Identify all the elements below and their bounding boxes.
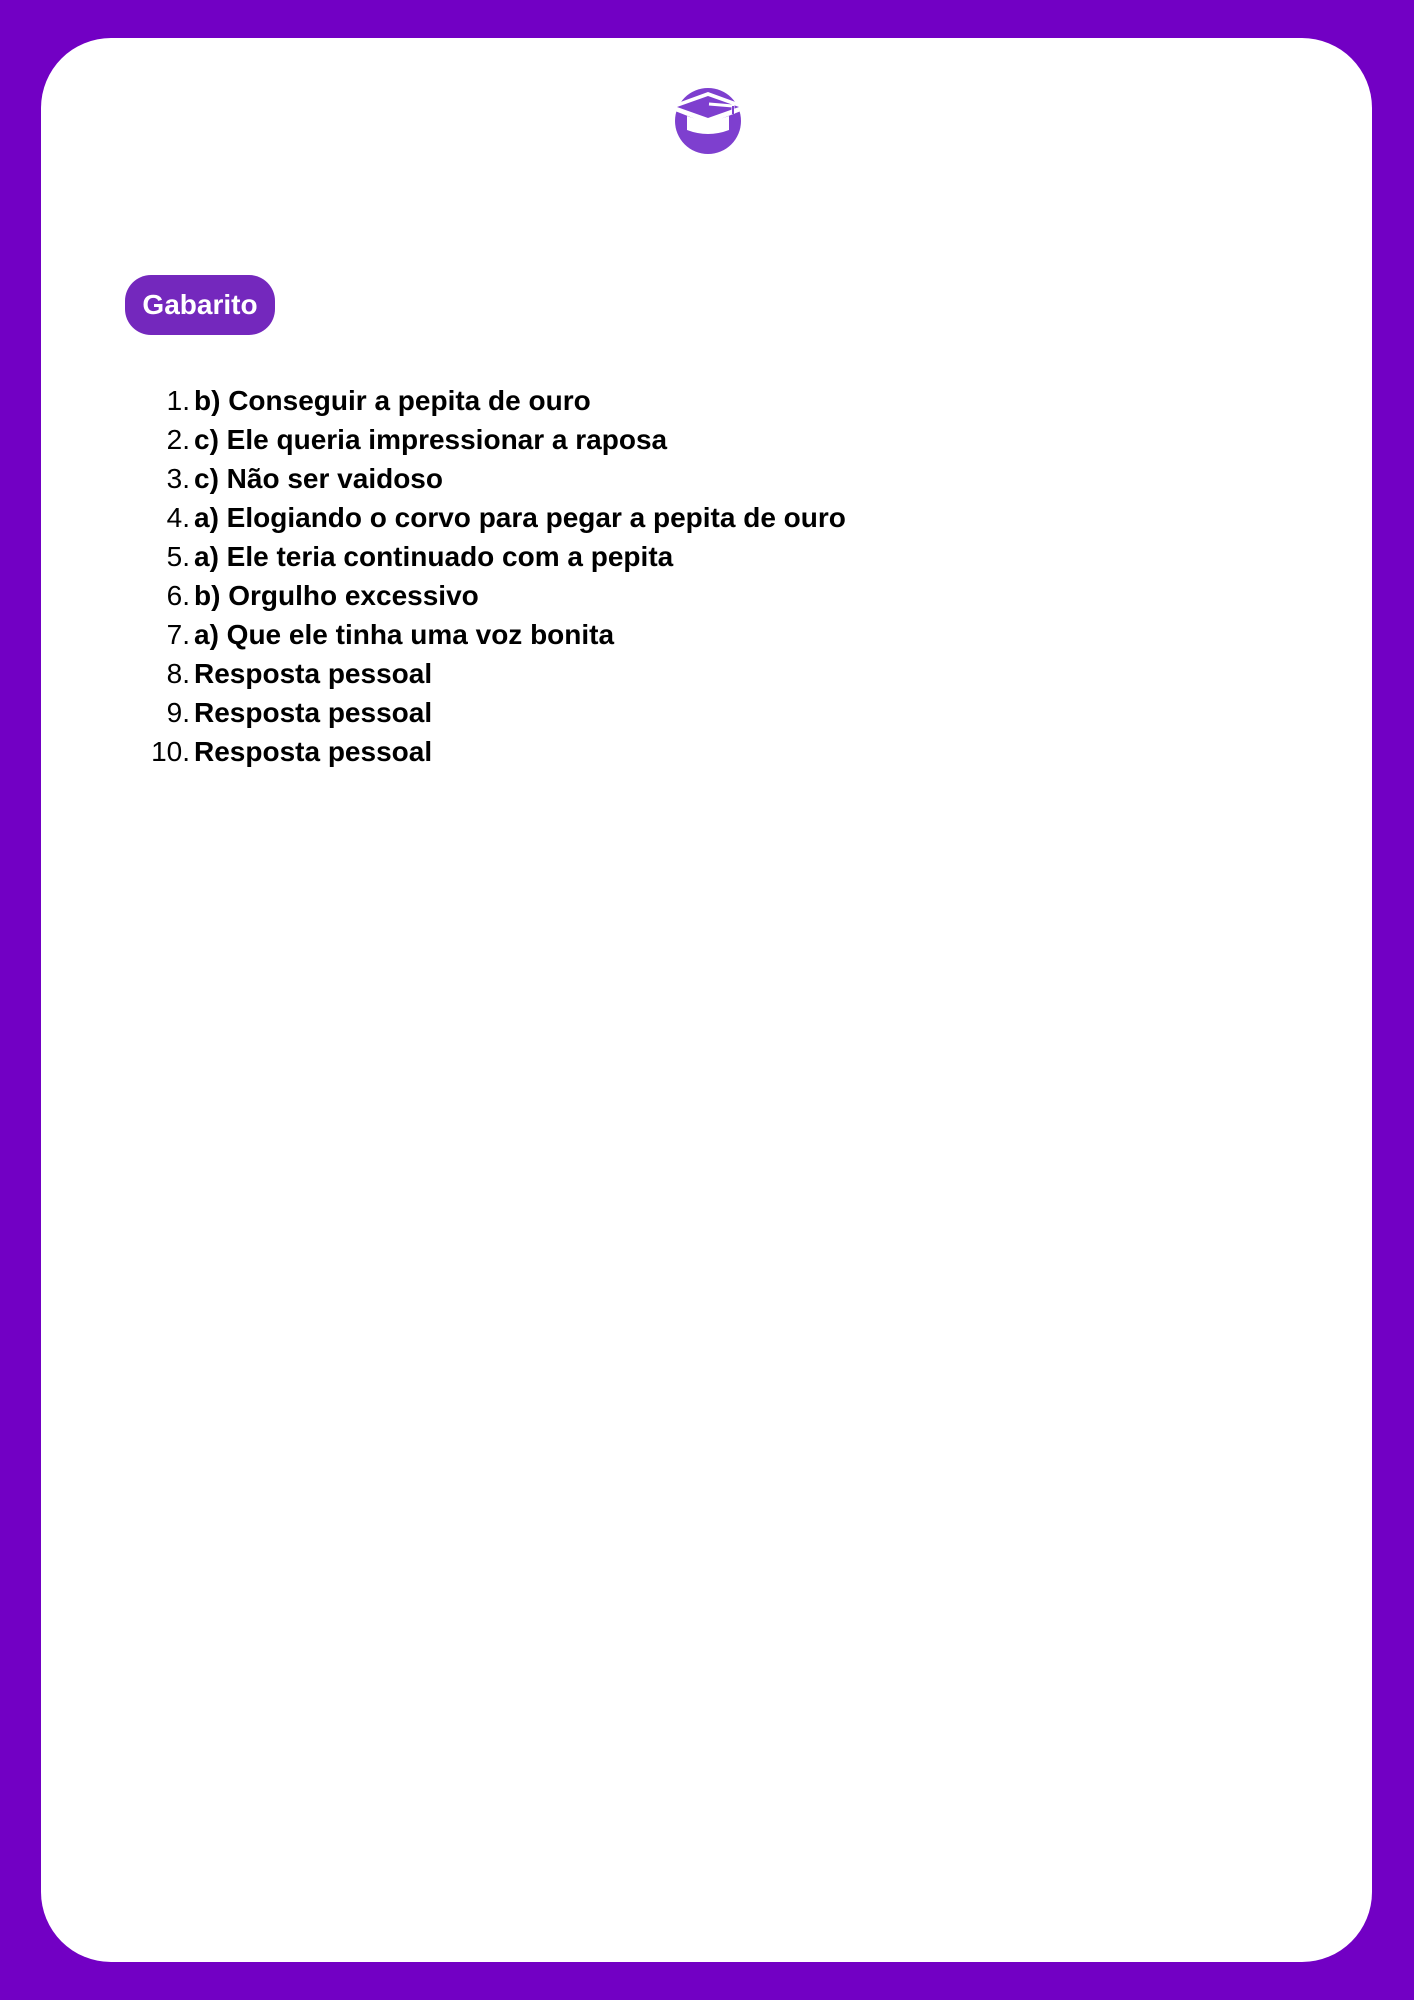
answer-text: c) Ele queria impressionar a raposa	[194, 424, 668, 455]
answer-number: 4.	[166, 502, 190, 533]
answer-list	[136, 381, 846, 771]
answer-number: 9.	[166, 697, 190, 728]
answer-key-badge: Gabarito	[125, 275, 275, 335]
answer-text: Resposta pessoal	[194, 697, 433, 728]
answer-item-5	[136, 537, 846, 576]
logo	[673, 84, 743, 156]
answer-text: a) Ele teria continuado com a pepita	[194, 541, 674, 572]
answer-number: 1.	[166, 385, 190, 416]
answer-item-2	[136, 420, 846, 459]
answer-item-3	[136, 459, 846, 498]
answer-number: 2.	[166, 424, 190, 455]
answer-text: c) Não ser vaidoso	[194, 463, 443, 494]
answer-item-10	[136, 732, 846, 771]
answer-item-9	[136, 693, 846, 732]
answer-text: a) Que ele tinha uma voz bonita	[194, 619, 615, 650]
answer-number: 5.	[166, 541, 190, 572]
answer-text: b) Conseguir a pepita de ouro	[194, 385, 591, 416]
answer-text: b) Orgulho excessivo	[194, 580, 479, 611]
answer-text: Resposta pessoal	[194, 736, 433, 767]
answer-item-8	[136, 654, 846, 693]
answer-item-7	[136, 615, 846, 654]
answer-number: 10.	[151, 736, 190, 767]
answer-text: Resposta pessoal	[194, 658, 433, 689]
answer-text: a) Elogiando o corvo para pegar a pepita de ouro	[194, 502, 846, 533]
answer-item-1	[136, 381, 846, 420]
answer-number: 7.	[166, 619, 190, 650]
answer-number: 6.	[166, 580, 190, 611]
answer-number: 8.	[166, 658, 190, 689]
answer-item-4	[136, 498, 846, 537]
answer-item-6	[136, 576, 846, 615]
answer-number: 3.	[166, 463, 190, 494]
worksheet-card	[41, 38, 1372, 1962]
graduation-cap-icon	[673, 84, 743, 156]
